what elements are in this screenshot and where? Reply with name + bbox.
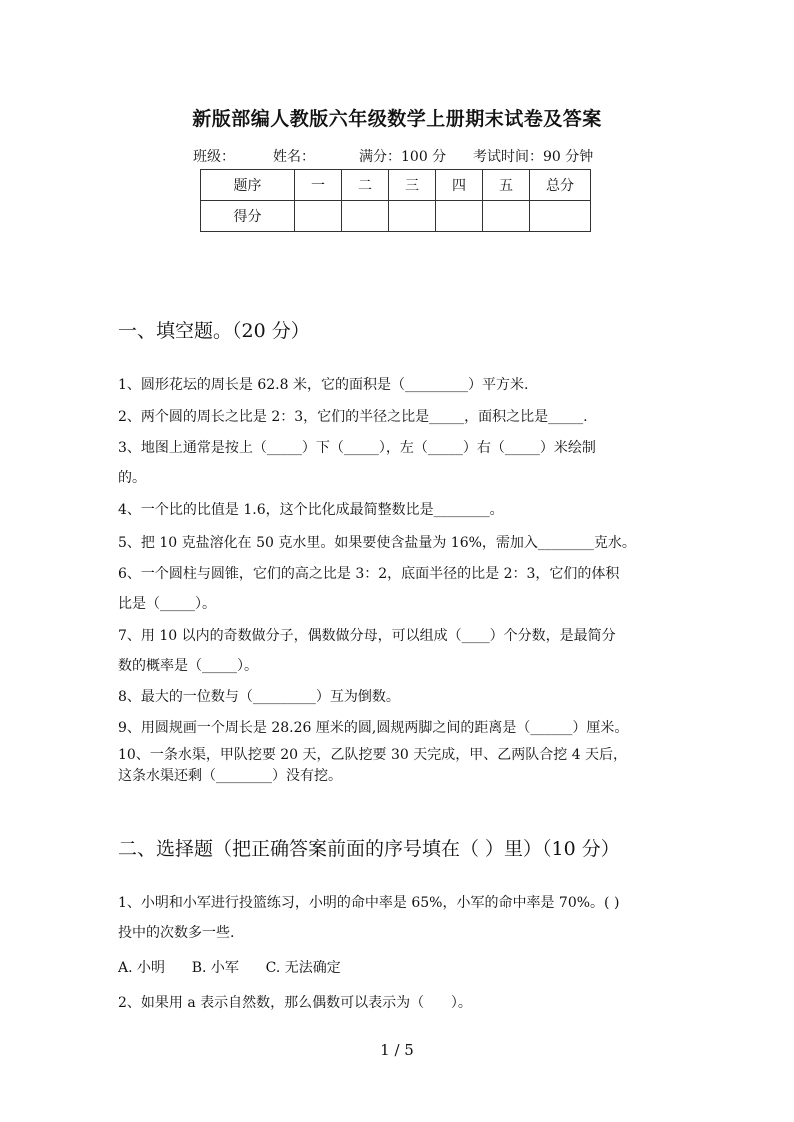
question-item	[118, 621, 678, 681]
question-line: 5、把 10 克盐溶化在 50 克水里。如果要使含盐量为 16%，需加入________克水。	[118, 535, 636, 551]
question-item	[118, 559, 678, 619]
question-item	[118, 370, 678, 400]
score-row-label: 得分	[201, 201, 295, 232]
question-line: 投中的次数多一些.	[118, 925, 235, 941]
score-cell-total[interactable]	[530, 201, 591, 232]
answer-options	[118, 953, 678, 983]
score-table-header-cell: 五	[483, 170, 530, 201]
question-line: 9、用圆规画一个周长是 28.26 厘米的圆,圆规两脚之间的距离是（______）厘米。	[118, 720, 629, 736]
question-item	[118, 495, 678, 525]
score-table	[200, 169, 591, 232]
score-table-header-cell: 二	[342, 170, 389, 201]
question-item	[118, 528, 678, 558]
question-line: 8、最大的一位数与（_________）互为倒数。	[118, 689, 400, 705]
question-line: 7、用 10 以内的奇数做分子，偶数做分母，可以组成（____）个分数，是最简分	[118, 628, 616, 644]
answer-options-line: A. 小明 B. 小军 C. 无法确定	[118, 960, 341, 976]
score-cell[interactable]	[483, 201, 530, 232]
score-cell[interactable]	[295, 201, 342, 232]
section-heading-multiple-choice: 二、选择题（把正确答案前面的序号填在（ ）里）（10 分）	[118, 838, 620, 860]
full-score-label: 满分：100 分	[359, 149, 447, 165]
question-item	[118, 402, 678, 432]
name-label: 姓名：	[273, 149, 315, 165]
question-line: 数的概率是（_____）。	[118, 658, 258, 674]
score-table-header-cell: 一	[295, 170, 342, 201]
question-item	[118, 682, 678, 712]
question-item	[118, 713, 678, 743]
question-line: 的。	[118, 470, 146, 486]
question-item	[118, 888, 678, 948]
score-cell[interactable]	[436, 201, 483, 232]
question-line: 4、一个比的比值是 1.6，这个比化成最简整数比是________。	[118, 502, 504, 518]
question-item	[118, 988, 678, 1018]
score-cell[interactable]	[342, 201, 389, 232]
score-table-header-cell: 三	[389, 170, 436, 201]
question-line: 这条水渠还剩（________）没有挖。	[118, 768, 342, 784]
question-line: 1、小明和小军进行投篮练习，小明的命中率是 65%，小军的命中率是 70%。( )	[118, 895, 620, 911]
section-heading-fill-in: 一、填空题。（20 分）	[118, 320, 310, 342]
question-line: 1、圆形花坛的周长是 62.8 米，它的面积是（_________）平方米.	[118, 377, 529, 393]
page-number: 1 / 5	[380, 1041, 414, 1059]
score-cell[interactable]	[389, 201, 436, 232]
class-label: 班级：	[193, 149, 235, 165]
question-line: 3、地图上通常是按上（_____）下（_____），左（_____）右（_____）米绘制	[118, 440, 596, 456]
question-item	[118, 433, 678, 493]
student-info-line	[193, 146, 593, 166]
score-table-score-row	[201, 201, 591, 232]
score-table-header-row	[201, 170, 591, 201]
exam-time-label: 考试时间：90 分钟	[473, 149, 594, 165]
question-line: 比是（_____）。	[118, 596, 216, 612]
score-table-header-cell: 题序	[201, 170, 295, 201]
question-line: 2、如果用 a 表示自然数，那么偶数可以表示为（ ）。	[118, 995, 472, 1011]
question-line: 10、一条水渠，甲队挖要 20 天，乙队挖要 30 天完成，甲、乙两队合挖 4 天后，	[118, 747, 628, 763]
score-table-header-cell: 总分	[530, 170, 591, 201]
question-line: 2、两个圆的周长之比是 2：3，它们的半径之比是_____，面积之比是_____.	[118, 409, 588, 425]
score-table-header-cell: 四	[436, 170, 483, 201]
question-item	[118, 745, 678, 787]
document-title: 新版部编人教版六年级数学上册期末试卷及答案	[192, 108, 602, 130]
question-line: 6、一个圆柱与圆锥，它们的高之比是 3：2，底面半径的比是 2：3，它们的体积	[118, 566, 620, 582]
